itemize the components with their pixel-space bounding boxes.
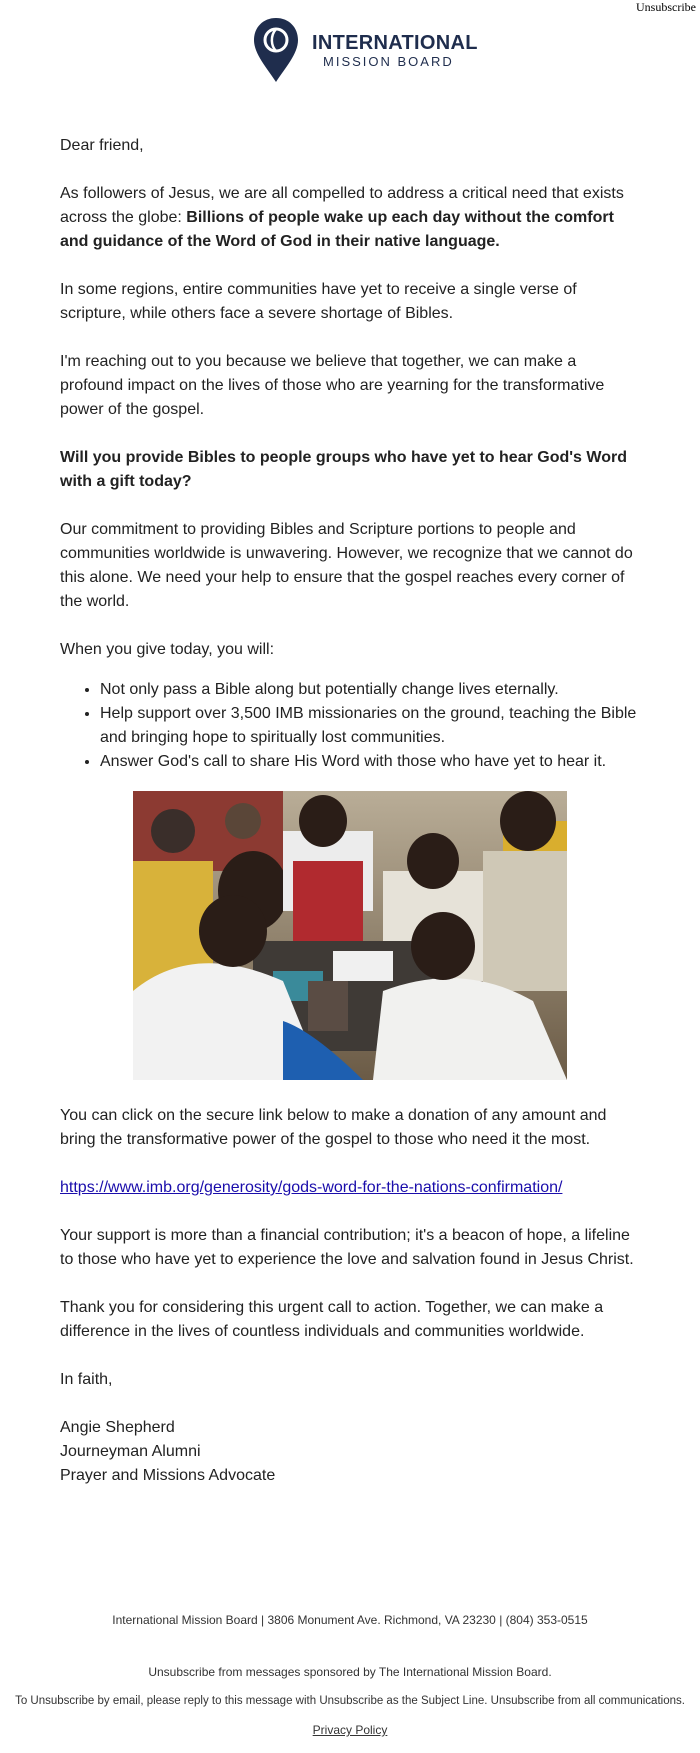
footer-unsubscribe-note: Unsubscribe from messages sponsored by The International Mission Board.	[148, 1665, 552, 1679]
donation-link[interactable]: https://www.imb.org/generosity/gods-word-for-the-nations-confirmation/	[60, 1179, 563, 1196]
paragraph-intro-bold: Billions of people wake up each day without the comfort and guidance of the Word of God in their native language.	[60, 209, 614, 250]
list-item: • Help support over 3,500 IMB missionaries on the ground, teaching the Bible and bringing hope to spiritually lost communities.	[100, 702, 640, 750]
paragraph-give-today: When you give today, you will:	[60, 641, 275, 658]
paragraph-reaching-out: I'm reaching out to you because we believe that together, we can make a profound impact on the lives of those who are yearning for the transformative power of the gospel.	[60, 353, 605, 418]
paragraph-intro-text: As followers of Jesus, we are all compelled to address a critical need that exists across the globe:	[60, 185, 624, 226]
unsubscribe-link-top[interactable]: Unsubscribe	[636, 0, 696, 14]
benefits-list	[60, 678, 640, 774]
list-item: • Answer God's call to share His Word with those who have yet to hear it.	[100, 750, 640, 774]
paragraph-ask	[60, 446, 640, 494]
paragraph-donate: You can click on the secure link below to make a donation of any amount and bring the transformative power of the gospel to those who need it the most.	[60, 1107, 607, 1148]
paragraph-regions: In some regions, entire communities have yet to receive a single verse of scripture, while others face a severe shortage of Bibles.	[60, 281, 577, 322]
ask-bold-text: Will you provide Bibles to people groups who have yet to hear God's Word with a gift today?	[60, 449, 627, 490]
privacy-policy-container	[0, 1723, 700, 1737]
footer-address: International Mission Board | 3806 Monument Ave. Richmond, VA 23230 | (804) 353-0515	[112, 1613, 588, 1627]
logo-wordmark-line1: INTERNATIONAL	[312, 32, 478, 54]
donation-link-paragraph	[60, 1176, 640, 1200]
signature-title: Journeyman Alumni	[60, 1443, 201, 1460]
list-item: • Not only pass a Bible along but potentially change lives eternally.	[100, 678, 640, 702]
logo-wordmark-line2: MISSION BOARD	[323, 54, 454, 69]
signature-role: Prayer and Missions Advocate	[60, 1467, 276, 1484]
imb-logo	[252, 16, 478, 84]
privacy-policy-link[interactable]: Privacy Policy	[312, 1723, 388, 1737]
signature	[60, 1416, 640, 1488]
map-pin-icon	[252, 16, 300, 84]
paragraph-commitment: Our commitment to providing Bibles and Scripture portions to people and communities worldwide is unwavering. However, we recognize that we cannot do this alone. We need your help to ensure that the gospel reaches every corner of the world.	[60, 521, 633, 610]
greeting: Dear friend,	[60, 137, 144, 154]
paragraph-support: Your support is more than a financial contribution; it's a beacon of hope, a lifeline to those who have yet to experience the love and salvation found in Jesus Christ.	[60, 1227, 634, 1268]
group-bible-study-photo	[133, 791, 567, 1080]
paragraph-thank-you: Thank you for considering this urgent call to action. Together, we can make a difference in the lives of countless individuals and communities worldwide.	[60, 1299, 604, 1340]
signature-name: Angie Shepherd	[60, 1419, 175, 1436]
closing: In faith,	[60, 1371, 113, 1388]
footer-unsubscribe-email-note: To Unsubscribe by email, please reply to this message with Unsubscribe as the Subject Line. Unsubscribe from all communications.	[15, 1695, 685, 1707]
paragraph-intro	[60, 182, 640, 254]
